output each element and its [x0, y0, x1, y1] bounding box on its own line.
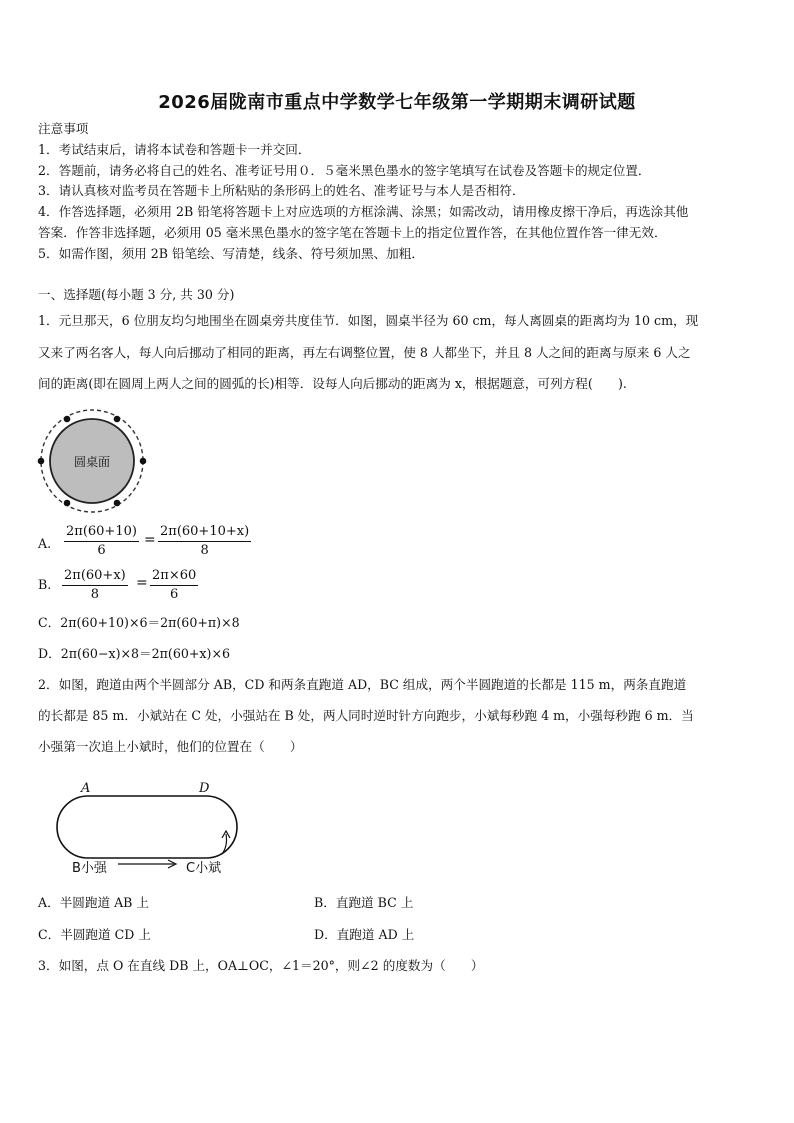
seat-dot: [140, 458, 147, 465]
q2-option-d: D．直跑道 AD 上: [314, 927, 415, 942]
notice-item: 1．考试结束后，请将本试卷和答题卡一并交回．: [38, 142, 311, 157]
seat-dot: [38, 458, 45, 465]
notice-heading: 注意事项: [38, 121, 89, 136]
fraction-numerator: 2π(60+10+x): [158, 523, 251, 542]
q2-line: 小强第一次追上小斌时，他们的位置在（ ）: [38, 739, 303, 754]
page-title: 2026届陇南市重点中学数学七年级第一学期期末调研试题: [158, 92, 636, 113]
fraction-denominator: 8: [90, 587, 99, 602]
q2-option-c: C．半圆跑道 CD 上: [38, 927, 151, 942]
q1-option-b-label: B.: [38, 577, 52, 592]
fraction-denominator: 6: [97, 543, 106, 558]
q2-line: 的长都是 85 m．小斌站在 C 处，小强站在 B 处，两人同时逆时针方向跑步，小斌每秒跑 4 m，小强每秒跑 6 m．当: [38, 708, 694, 723]
q2-option-a: A．半圆跑道 AB 上: [38, 895, 150, 910]
q1-option-d: D．2π(60−x)×8＝2π(60+x)×6: [38, 646, 231, 661]
q2-line: 2．如图，跑道由两个半圆部分 AB，CD 和两条直跑道 AD，BC 组成，两个半圆跑道的长都是 115 m，两条直跑道: [38, 677, 687, 692]
point-a-label: A: [81, 781, 91, 796]
q1-line: 又来了两名客人，每人向后挪动了相同的距离，再左右调整位置，使 8 人都坐下，并且 8 人之间的距离与原来 6 人之: [38, 345, 691, 360]
seat-dot: [114, 500, 121, 507]
fraction-numerator: 2π×60: [150, 567, 198, 586]
notice-item: 2．答题前，请务必将自己的姓名、准考证号用０．５毫米黑色墨水的签字笔填写在试卷及答题卡的规定位置．: [38, 163, 651, 178]
fraction-numerator: 2π(60+10): [64, 523, 139, 542]
q1-option-a-left-fraction: [64, 523, 139, 560]
notice-item: 答案．作答非选择题，必须用 05 毫米黑色墨水的签字笔在答题卡上的指定位置作答，在其他位置作答一律无效．: [38, 225, 667, 240]
q2-option-b: B．直跑道 BC 上: [314, 895, 414, 910]
point-b-label: B小强: [72, 861, 107, 876]
q1-option-a-right-fraction: [158, 523, 251, 560]
q1-option-c: C．2π(60+10)×6＝2π(60+π)×8: [38, 615, 240, 630]
q3-line: 3．如图，点 O 在直线 DB 上，OA⊥OC，∠1＝20°，则∠2 的度数为（ ）: [38, 958, 484, 973]
seat-dot: [114, 416, 121, 423]
track-figure: [56, 776, 256, 880]
q1-option-a-label: A.: [38, 536, 52, 551]
equals-sign: =: [144, 532, 156, 548]
seat-dot: [64, 500, 71, 507]
section-heading: 一、选择题(每小题 3 分, 共 30 分): [38, 287, 235, 302]
q1-option-b-right-fraction: [150, 567, 198, 604]
round-table-figure: [36, 406, 152, 516]
notice-item: 5．如需作图，须用 2B 铅笔绘、写清楚，线条、符号须加黑、加粗．: [38, 246, 424, 261]
equals-sign: =: [136, 575, 148, 591]
fraction-denominator: 6: [169, 587, 179, 602]
fraction-denominator: 8: [200, 543, 209, 558]
table-label: 圆桌面: [73, 455, 111, 469]
notice-item: 3．请认真核对监考员在答题卡上所粘贴的条形码上的姓名、准考证号与本人是否相符．: [38, 183, 525, 198]
fraction-numerator: 2π(60+x): [62, 567, 128, 586]
point-d-label: D: [199, 781, 210, 796]
seat-dot: [64, 416, 71, 423]
q1-line: 1．元旦那天，6 位朋友均匀地围坐在圆桌旁共度佳节．如图，圆桌半径为 60 cm，每人离圆桌的距离均为 10 cm，现: [38, 313, 699, 328]
point-c-label: C小斌: [186, 861, 222, 876]
notice-item: 4．作答选择题，必须用 2B 铅笔将答题卡上对应选项的方框涂满、涂黑；如需改动，请用橡皮擦干净后，再选涂其他: [38, 204, 689, 219]
q1-line: 间的距离(即在圆周上两人之间的圆弧的长)相等．设每人向后挪动的距离为 x，根据题意，可列方程( ).: [38, 376, 627, 391]
q1-option-b-left-fraction: [62, 567, 128, 604]
running-track: [57, 796, 237, 858]
